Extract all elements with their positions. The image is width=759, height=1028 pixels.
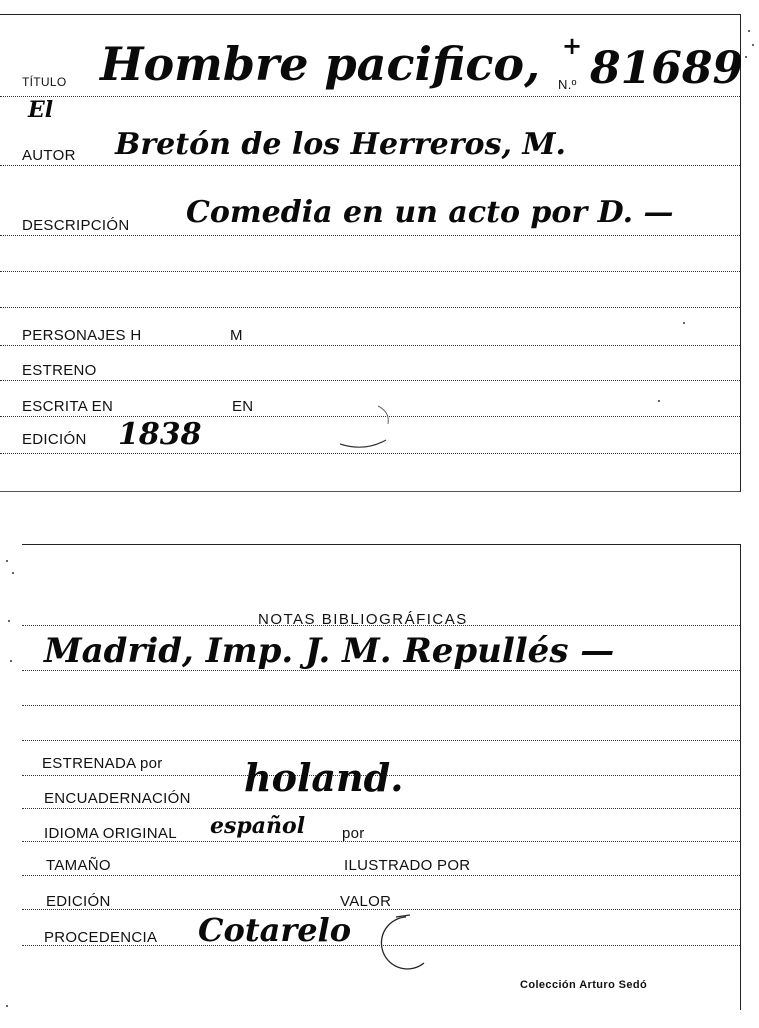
idioma-value: español — [210, 813, 306, 839]
idioma-label: IDIOMA ORIGINAL — [44, 825, 177, 842]
scan-speck — [745, 56, 747, 58]
notas-value: Madrid, Imp. J. M. Repullés — — [44, 631, 615, 671]
valor-label: VALOR — [340, 893, 392, 910]
autor-label: AUTOR — [22, 147, 76, 164]
descripcion-value: Comedia en un acto por D. — — [186, 195, 674, 230]
ruled-line — [0, 345, 740, 346]
edicion-label: EDICIÓN — [22, 431, 87, 448]
catalog-card-front — [0, 14, 744, 492]
ruled-line — [0, 307, 740, 308]
hole-punch-mark — [366, 911, 432, 977]
coleccion-credit: Colección Arturo Sedó — [520, 979, 648, 991]
scan-speck — [8, 620, 10, 622]
ruled-line — [22, 875, 740, 876]
tamano-label: TAMAÑO — [46, 857, 111, 874]
scan-speck — [748, 30, 750, 32]
encuadernacion-label: ENCUADERNACIÓN — [44, 790, 191, 807]
scan-speck — [6, 560, 8, 562]
ruled-line — [0, 453, 740, 454]
ruled-line — [0, 235, 740, 236]
escrita-en-label: ESCRITA EN — [22, 398, 114, 415]
ruled-line — [0, 165, 740, 166]
ruled-line — [0, 380, 740, 381]
scan-speck — [12, 572, 14, 574]
scan-speck — [683, 322, 685, 324]
encuadernacion-value: holand. — [244, 755, 404, 800]
scan-speck — [10, 660, 12, 662]
titulo-label: TÍTULO — [22, 75, 67, 89]
titulo-value: Hombre pacifico, — [100, 37, 541, 91]
ruled-line — [0, 271, 740, 272]
procedencia-value: Cotarelo — [198, 911, 352, 949]
hole-punch-mark — [330, 400, 400, 450]
numero-value: 81689 — [590, 43, 744, 94]
ruled-line — [22, 740, 740, 741]
ruled-line — [22, 705, 740, 706]
personajes-label: PERSONAJES H — [22, 327, 142, 344]
procedencia-label: PROCEDENCIA — [44, 929, 158, 946]
autor-value: Bretón de los Herreros, M. — [115, 127, 566, 162]
scan-speck — [6, 1005, 8, 1007]
notas-label: NOTAS BIBLIOGRÁFICAS — [258, 611, 468, 628]
estreno-label: ESTRENO — [22, 362, 97, 379]
ilustrado-label: ILUSTRADO POR — [344, 857, 471, 874]
idioma-por-label: por — [342, 825, 365, 842]
numero-label: N.º — [558, 77, 577, 92]
estrenada-label: ESTRENADA por — [42, 755, 163, 772]
scan-speck — [752, 44, 754, 46]
scan-speck — [658, 400, 660, 402]
edicion-value: 1838 — [118, 417, 202, 452]
descripcion-label: DESCRIPCIÓN — [22, 217, 130, 234]
cross-mark: + — [562, 31, 583, 60]
ruled-line — [0, 96, 740, 97]
en-label: EN — [232, 398, 254, 415]
catalog-card-back — [22, 544, 741, 1010]
titulo-prefix: El — [28, 97, 54, 123]
edicion-label: EDICIÓN — [46, 893, 111, 910]
ruled-line — [22, 808, 740, 809]
personajes-m-label: M — [230, 327, 243, 344]
